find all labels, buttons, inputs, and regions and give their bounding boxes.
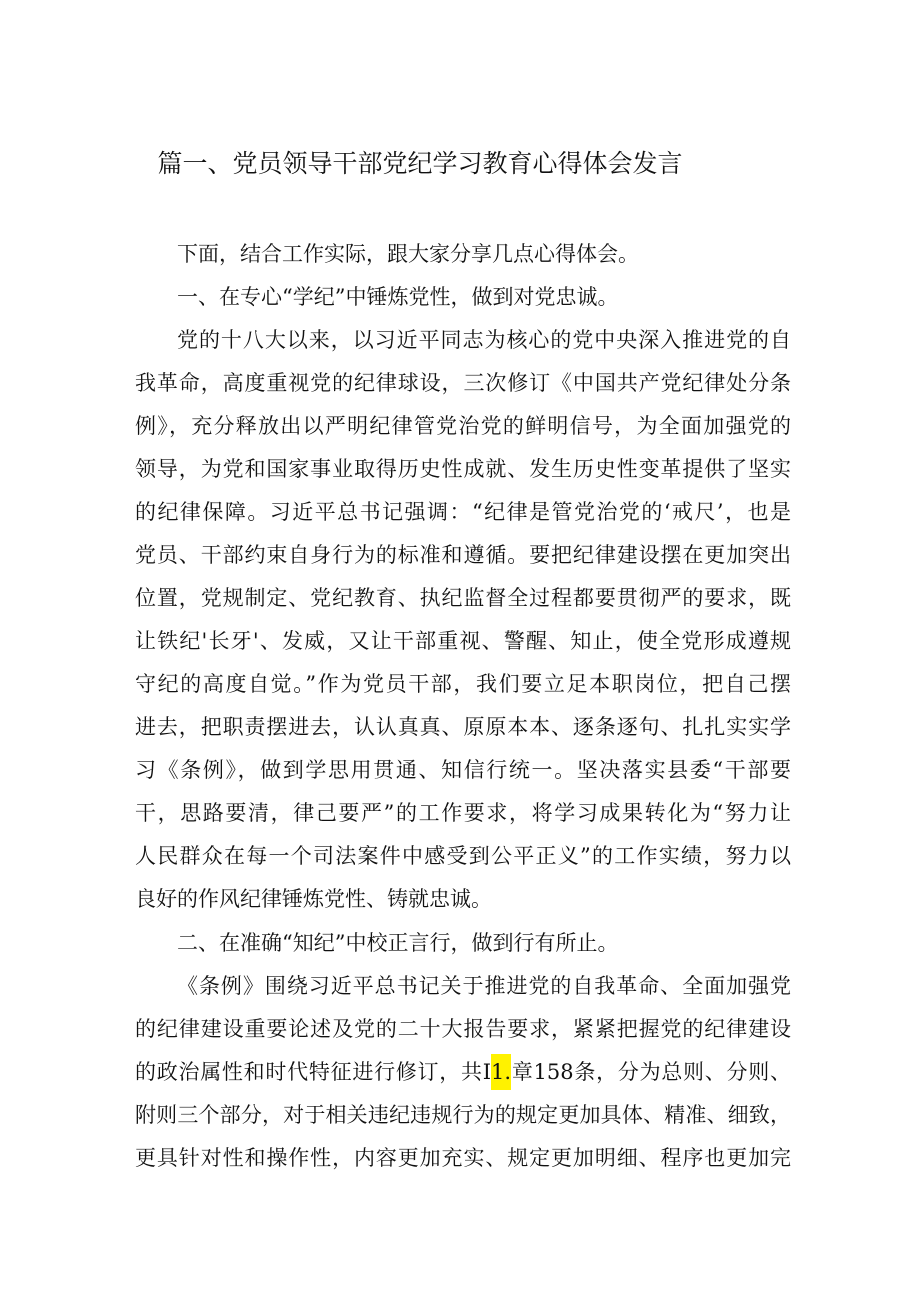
page-title: 篇一、党员领导干部党纪学习教育心得体会发言 — [157, 149, 683, 178]
section-heading: 一、在专心“学纪”中锤炼党性，做到对党忠诚。 — [177, 285, 619, 309]
paragraph-line: 守纪的高度自觉。”作为党员干部，我们要立足本职岗位，把自己摆 — [135, 672, 791, 696]
paragraph-line: 的纪律建设重要论述及党的二十大报告要求，紧紧把握党的纪律建设 — [135, 1017, 791, 1041]
paragraph-line: 例》，充分释放出以严明纪律管党治党的鲜明信号，为全面加强党的 — [135, 414, 791, 438]
paragraph-line: 我革命，高度重视党的纪律球设，三次修订《中国共产党纪律处分条 — [135, 371, 791, 395]
paragraph-line: 干，思路要清，律己要严”的工作要求，将学习成果转化为“努力让 — [135, 801, 791, 825]
paragraph-line: 的纪律保障。习近平总书记强调：“纪律是管党治党的‘戒尺’，也是 — [135, 500, 791, 524]
paragraph-line: 良好的作风纪律锤炼党性、铸就忠诚。 — [135, 887, 492, 911]
section-heading: 二、在准确“知纪”中校正言行，做到行有所止。 — [177, 931, 619, 955]
paragraph-line: 更具针对性和操作性，内容更加充实、规定更加明细、程序也更加完 — [135, 1146, 791, 1170]
paragraph-line: 下面，结合工作实际，跟大家分享几点心得体会。 — [177, 242, 639, 266]
line-text-after: 章158条，分为总则、分则、 — [511, 1060, 791, 1084]
paragraph-line: 党员、干部约束自身行为的标准和遵循。要把纪律建设摆在更加突出 — [135, 543, 791, 567]
paragraph-line: 党的十八大以来，以习近平同志为核心的党中央深入推进党的自 — [177, 328, 791, 352]
paragraph-line: 进去，把职责摆进去，认认真真、原原本本、逐条逐句、扎扎实实学 — [135, 715, 791, 739]
paragraph-line: 领导，为党和国家事业取得历史性成就、发生历史性变革提供了坚实 — [135, 457, 791, 481]
paragraph-line: 附则三个部分，对于相关违纪违规行为的规定更加具体、精准、细致， — [135, 1103, 791, 1127]
paragraph-line: 人民群众在每一个司法案件中感受到公平正义”的工作实绩，努力以 — [135, 844, 791, 868]
paragraph-line: 让铁纪'长牙'、发威，又让干部重视、警醒、知止，使全党形成遵规 — [135, 629, 791, 653]
paragraph-line: 位置，党规制定、党纪教育、执纪监督全过程都要贯彻严的要求，既 — [135, 586, 791, 610]
line-text-before: 的政治属性和时代特征进行修订，共I — [135, 1060, 492, 1084]
paragraph-line: 习《条例》，做到学思用贯通、知信行统一。坚决落实县委“干部要 — [135, 758, 791, 782]
paragraph-line: 《条例》围绕习近平总书记关于推进党的自我革命、全面加强党 — [177, 974, 791, 998]
highlighted-text: 1. — [491, 1054, 511, 1090]
paragraph-line — [135, 1059, 791, 1085]
